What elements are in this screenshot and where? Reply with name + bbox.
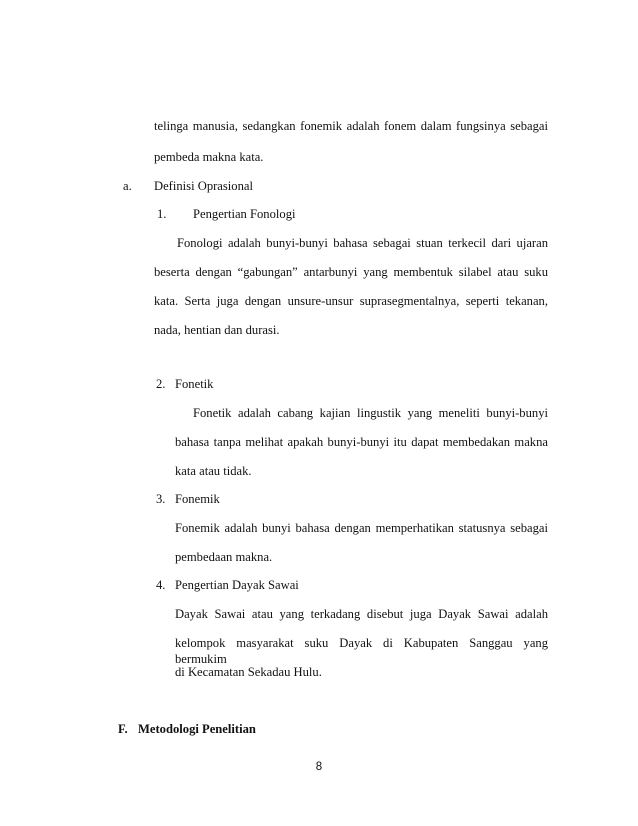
section-f-title: Metodologi Penelitian [138,722,256,736]
item2-line-3: kata atau tidak. [175,464,252,478]
section-f-marker: F. [118,722,128,736]
item4-line-1: Dayak Sawai atau yang terkadang disebut juga Dayak Sawai adalah [175,607,548,621]
item3-line-2: pembedaan makna. [175,550,273,564]
item4-title: Pengertian Dayak Sawai [175,578,299,592]
section-a-marker: a. [123,179,132,193]
item1-line-2: beserta dengan “gabungan” antarbunyi yang membentuk silabel atau suku [154,265,548,279]
item4-line-3: di Kecamatan Sekadau Hulu. [175,665,322,679]
item1-number: 1. [157,207,167,221]
item1-title: Pengertian Fonologi [193,207,296,221]
item2-title: Fonetik [175,377,214,391]
page-number: 8 [315,761,323,773]
item2-number: 2. [156,377,166,391]
intro-line-1: telinga manusia, sedangkan fonemik adalah fonem dalam fungsinya sebagai [154,119,548,133]
item1-line-1: Fonologi adalah bunyi-bunyi bahasa sebagai stuan terkecil dari ujaran [177,236,548,250]
item1-line-3: kata. Serta juga dengan unsure-unsur suprasegmentalnya, seperti tekanan, [154,294,548,308]
item3-title: Fonemik [175,492,220,506]
intro-line-2: pembeda makna kata. [154,150,264,164]
item2-line-1: Fonetik adalah cabang kajian lingustik yang meneliti bunyi-bunyi [193,406,548,420]
item3-line-1: Fonemik adalah bunyi bahasa dengan memperhatikan statusnya sebagai [175,521,548,535]
item4-number: 4. [156,578,166,592]
item2-line-2: bahasa tanpa melihat apakah bunyi-bunyi itu dapat membedakan makna [175,435,548,449]
item1-line-4: nada, hentian dan durasi. [154,323,280,337]
item3-number: 3. [156,492,166,506]
section-a-title: Definisi Oprasional [154,179,253,193]
item4-line-2: kelompok masyarakat suku Dayak di Kabupaten Sanggau yang bermukim [175,636,548,666]
